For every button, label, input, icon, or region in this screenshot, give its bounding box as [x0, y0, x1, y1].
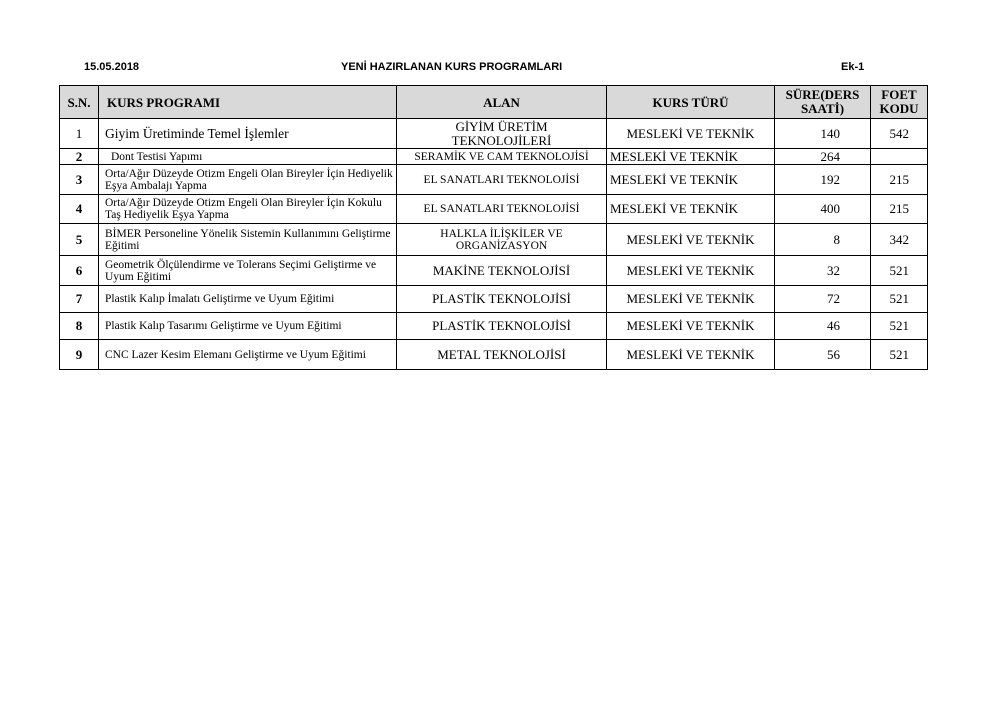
cell-alan: METAL TEKNOLOJİSİ: [397, 340, 607, 370]
cell-sure: 72: [775, 286, 871, 313]
cell-program: Plastik Kalıp Tasarımı Geliştirme ve Uyum Eğitimi: [99, 313, 397, 340]
cell-sn: 1: [60, 119, 99, 149]
table-header-row: [60, 86, 928, 119]
cell-program: Orta/Ağır Düzeyde Otizm Engeli Olan Bireyler İçin Hediyelik Eşya Ambalajı Yapma: [99, 165, 397, 195]
cell-sn: 2: [60, 149, 99, 165]
cell-tur: MESLEKİ VE TEKNİK: [607, 149, 775, 165]
table-row: [60, 224, 928, 256]
cell-sn: 7: [60, 286, 99, 313]
cell-foet: 215: [871, 165, 928, 195]
cell-foet: 521: [871, 340, 928, 370]
cell-sn: 8: [60, 313, 99, 340]
cell-foet: 521: [871, 256, 928, 286]
cell-program: Giyim Üretiminde Temel İşlemler: [99, 119, 397, 149]
cell-program: Plastik Kalıp İmalatı Geliştirme ve Uyum Eğitimi: [99, 286, 397, 313]
cell-tur: MESLEKİ VE TEKNİK: [607, 195, 775, 224]
annex-label: Ek-1: [841, 61, 865, 73]
cell-program: BİMER Personeline Yönelik Sistemin Kullanımını Geliştirme Eğitimi: [99, 224, 397, 256]
column-header-tur: KURS TÜRÜ: [607, 86, 775, 119]
column-header-foet: FOET KODU: [871, 86, 928, 119]
table-row: [60, 340, 928, 370]
cell-alan: EL SANATLARI TEKNOLOJİSİ: [397, 165, 607, 195]
cell-tur: MESLEKİ VE TEKNİK: [607, 340, 775, 370]
cell-sure: 8: [775, 224, 871, 256]
cell-sure: 46: [775, 313, 871, 340]
cell-tur: MESLEKİ VE TEKNİK: [607, 119, 775, 149]
course-programs-table: [59, 85, 928, 370]
cell-foet: 521: [871, 286, 928, 313]
column-header-alan: ALAN: [397, 86, 607, 119]
table-row: [60, 149, 928, 165]
cell-alan: EL SANATLARI TEKNOLOJİSİ: [397, 195, 607, 224]
cell-sn: 4: [60, 195, 99, 224]
column-header-sure: SÜRE(DERS SAATİ): [775, 86, 871, 119]
cell-sn: 6: [60, 256, 99, 286]
cell-foet: [871, 149, 928, 165]
cell-program: Geometrik Ölçülendirme ve Tolerans Seçimi Geliştirme ve Uyum Eğitimi: [99, 256, 397, 286]
cell-sure: 400: [775, 195, 871, 224]
cell-alan: MAKİNE TEKNOLOJİSİ: [397, 256, 607, 286]
cell-alan: PLASTİK TEKNOLOJİSİ: [397, 286, 607, 313]
cell-sure: 32: [775, 256, 871, 286]
cell-alan: SERAMİK VE CAM TEKNOLOJİSİ: [397, 149, 607, 165]
table-row: [60, 165, 928, 195]
cell-sure: 140: [775, 119, 871, 149]
table-row: [60, 119, 928, 149]
document-title: YENİ HAZIRLANAN KURS PROGRAMLARI: [341, 61, 563, 73]
cell-sn: 3: [60, 165, 99, 195]
cell-foet: 521: [871, 313, 928, 340]
cell-alan: PLASTİK TEKNOLOJİSİ: [397, 313, 607, 340]
cell-tur: MESLEKİ VE TEKNİK: [607, 256, 775, 286]
cell-foet: 542: [871, 119, 928, 149]
cell-sure: 56: [775, 340, 871, 370]
table-row: [60, 256, 928, 286]
cell-sn: 9: [60, 340, 99, 370]
cell-alan: HALKLA İLİŞKİLER VE ORGANİZASYON: [397, 224, 607, 256]
cell-foet: 215: [871, 195, 928, 224]
cell-program: CNC Lazer Kesim Elemanı Geliştirme ve Uyum Eğitimi: [99, 340, 397, 370]
cell-tur: MESLEKİ VE TEKNİK: [607, 224, 775, 256]
document-header: [0, 61, 1000, 77]
column-header-sn: S.N.: [60, 86, 99, 119]
column-header-program: KURS PROGRAMI: [99, 86, 397, 119]
cell-alan: GİYİM ÜRETİM TEKNOLOJİLERİ: [397, 119, 607, 149]
cell-tur: MESLEKİ VE TEKNİK: [607, 165, 775, 195]
document-date: 15.05.2018: [84, 61, 140, 73]
cell-tur: MESLEKİ VE TEKNİK: [607, 286, 775, 313]
cell-program: Dont Testisi Yapımı: [99, 149, 397, 165]
cell-sure: 264: [775, 149, 871, 165]
cell-program: Orta/Ağır Düzeyde Otizm Engeli Olan Bireyler İçin Kokulu Taş Hediyelik Eşya Yapma: [99, 195, 397, 224]
table-row: [60, 195, 928, 224]
cell-sure: 192: [775, 165, 871, 195]
table-row: [60, 286, 928, 313]
cell-foet: 342: [871, 224, 928, 256]
cell-tur: MESLEKİ VE TEKNİK: [607, 313, 775, 340]
table-row: [60, 313, 928, 340]
cell-sn: 5: [60, 224, 99, 256]
